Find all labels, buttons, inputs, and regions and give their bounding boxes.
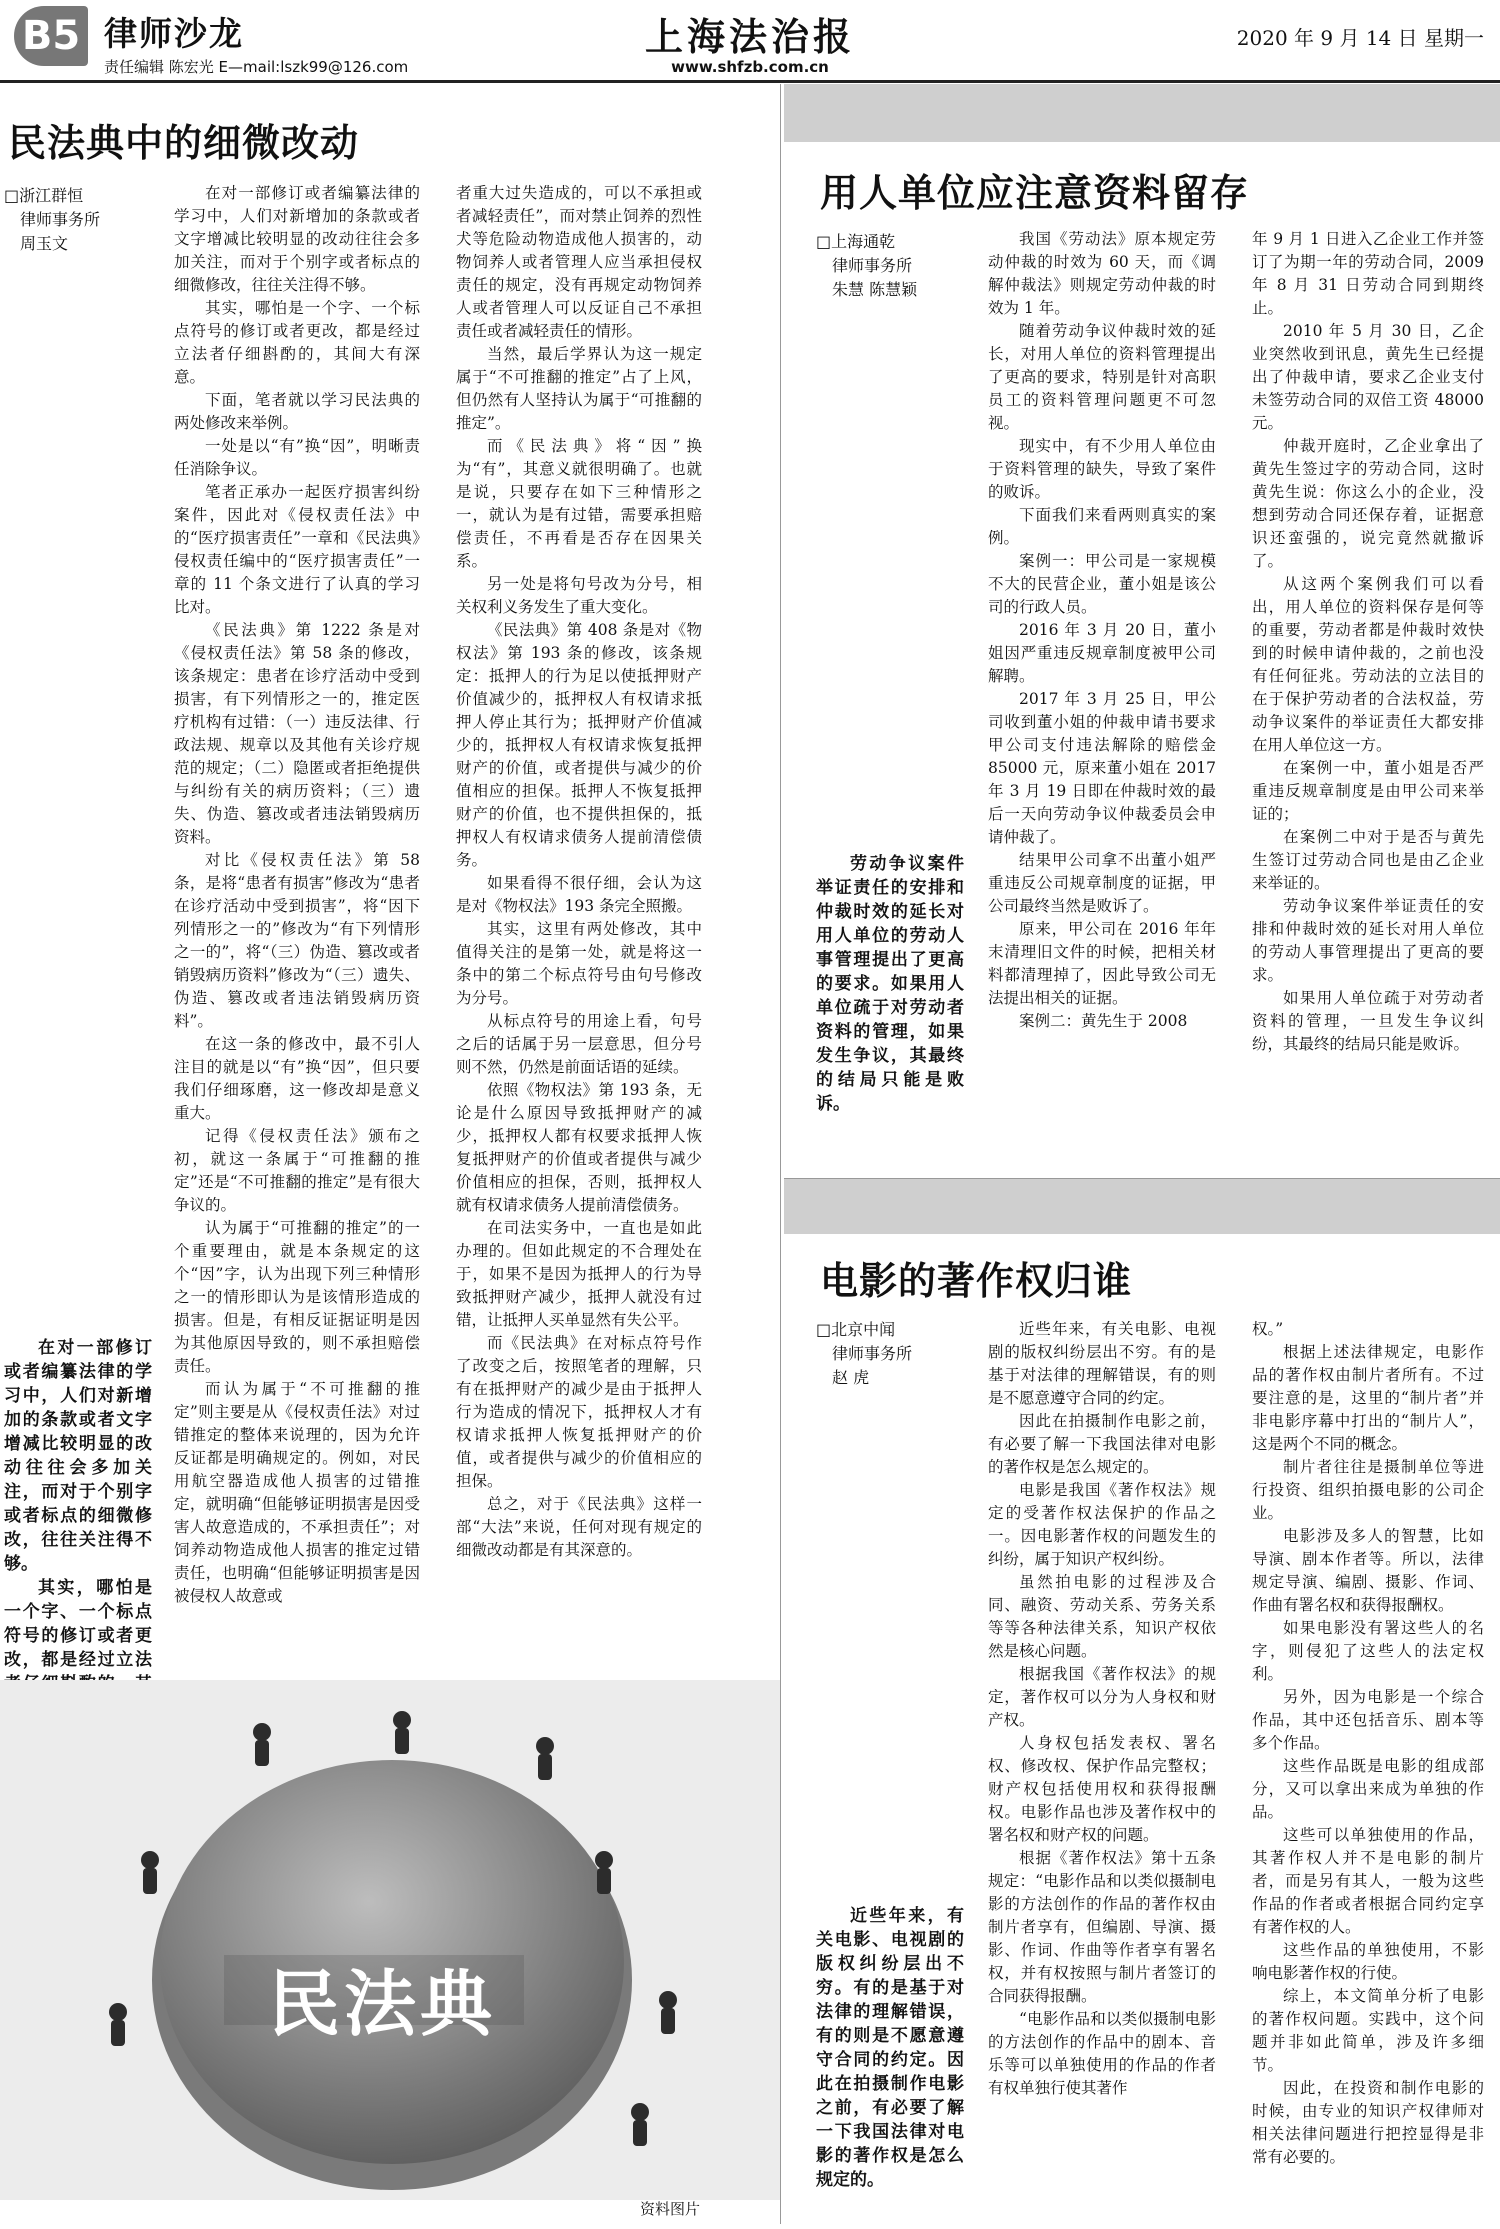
- body-paragraph: 从这两个案例我们可以看出，用人单位的资料保存是何等的重要，劳动者都是仲裁时效快到的时候申请仲裁的，之前也没有任何征兆。劳动法的立法目的在于保护劳动者的合法权益，劳动争议案件的举证责任大都安排在用人单位这一方。: [1252, 575, 1484, 754]
- article1-headline: 民法典中的细微改动: [8, 121, 360, 165]
- body-paragraph: 电影是我国《著作权法》规定的受著作权法保护的作品之一。因电影著作权的问题发生的纠纷，属于知识产权纠纷。: [988, 1481, 1216, 1568]
- body-paragraph: 记得《侵权责任法》颁布之初，就这一条属于“可推翻的推定”还是“不可推翻的推定”是有很大争议的。: [174, 1127, 420, 1214]
- section-divider: [784, 1178, 1500, 1179]
- article3-pullquote: [816, 1904, 964, 2224]
- body-paragraph: 劳动争议案件举证责任的安排和仲裁时效的延长对用人单位的劳动人事管理提出了更高的要求。: [1252, 897, 1484, 984]
- byline-line: 赵 虎: [832, 1368, 870, 1387]
- photo-caption: 资料图片: [640, 2200, 701, 2218]
- body-paragraph: 者重大过失造成的，可以不承担或者减轻责任”，而对禁止饲养的烈性犬等危险动物造成他人损害的，动物饲养人或者管理人应当承担侵权责任的规定，没有再规定动物饲养人或者管理人可以反证自己不承担责任或者减轻责任的情形。: [456, 184, 702, 340]
- photo-text: 民法典: [268, 1962, 497, 2046]
- civil-code-illustration: [0, 1680, 780, 2200]
- pullquote-paragraph: 在对一部修订或者编纂法律的学习中，人们对新增加的条款或者文字增减比较明显的改动往往会多加关注，而对于个别字或者标点的细微修改，往往关注得不够。: [4, 1338, 152, 1574]
- body-paragraph: 案例二：黄先生于 2008: [1019, 1012, 1188, 1030]
- body-paragraph: 一处是以“有”换“因”，明晰责任消除争议。: [174, 437, 420, 478]
- body-paragraph: 当然，最后学界认为这一规定属于“不可推翻的推定”占了上风，但仍然有人坚持认为属于“可推翻的推定”。: [456, 345, 702, 432]
- issue-date: 2020 年 9 月 14 日 星期一: [1236, 26, 1484, 50]
- article1-column-1: [174, 182, 420, 1678]
- civil-code-photo: [0, 1680, 780, 2200]
- body-paragraph: 根据上述法律规定，电影作品的著作权由制片者所有。不过要注意的是，这里的“制片者”并非电影序幕中打出的“制片人”，这是两个不同的概念。: [1252, 1343, 1484, 1453]
- article3-byline: [816, 1318, 976, 1390]
- article2-column-2: [1252, 228, 1484, 1140]
- article2-headline: 用人单位应注意资料留存: [820, 171, 1250, 215]
- article2-column-1: [988, 228, 1216, 1140]
- body-paragraph: 虽然拍电影的过程涉及合同、融资、劳动关系、劳务关系等等各种法律关系，知识产权依然是核心问题。: [988, 1573, 1216, 1660]
- body-paragraph: 制片者往往是摄制单位等进行投资、组织拍摄电影的公司企业。: [1252, 1458, 1484, 1522]
- body-paragraph: 年 9 月 1 日进入乙企业工作并签订了为期一年的劳动合同，2009 年 8 月 31 日劳动合同到期终止。: [1252, 230, 1484, 317]
- section-name: 律师沙龙: [104, 14, 244, 53]
- byline-line: 律师事务所: [20, 210, 101, 229]
- editor-line: 责任编辑 陈宏光 E—mail:lszk99@126.com: [104, 58, 409, 76]
- body-paragraph: 在司法实务中，一直也是如此办理的。但如此规定的不合理处在于，如果不是因为抵押人的行为导致抵押财产减少，抵押人就没有过错，让抵押人买单显然有失公平。: [456, 1219, 702, 1329]
- pullquote-paragraph: 其实，哪怕是一个字、一个标点符号的修订或者更改，都是经过立法: [4, 1578, 152, 1670]
- body-paragraph: 而《民法典》在对标点符号作了改变之后，按照笔者的理解，只有在抵押财产的减少是由于抵押人行为造成的情况下，抵押权人才有权请求抵押人恢复抵押财产的价值，或者提供与减少的价值相应的担保。: [456, 1334, 702, 1490]
- body-paragraph: 我国《劳动法》原本规定劳动仲裁的时效为 60 天，而《调解仲裁法》则规定劳动仲裁的时效为 1 年。: [988, 230, 1216, 317]
- body-paragraph: 仲裁开庭时，乙企业拿出了黄先生签过字的劳动合同，这时黄先生说：你这么小的企业，没想到劳动合同还保存着，证据意识还蛮强的，说完竟然就撤诉了。: [1252, 437, 1484, 570]
- byline-line: □上海通乾: [816, 232, 896, 251]
- body-paragraph: 认为属于“可推翻的推定”的一个重要理由，就是本条规定的这个“因”字，认为出现下列三种情形之一的情形即认为是该情形造成的损害。但是，有相反证据证明是因为其他原因导致的，则不承担赔偿责任。: [174, 1219, 420, 1375]
- paper-url: www.shfzb.com.cn: [671, 58, 829, 76]
- body-paragraph: 下面我们来看两则真实的案例。: [988, 506, 1216, 547]
- body-paragraph: 其实，这里有两处修改，其中值得关注的是第一处，就是将这一条中的第二个标点符号由句号修改为分号。: [456, 920, 702, 1007]
- byline-line: 律师事务所: [832, 1344, 913, 1363]
- byline-line: 律师事务所: [832, 256, 913, 275]
- article2-header-bar: [784, 84, 1500, 142]
- body-paragraph: 《民法典》第 408 条是对《物权法》第 193 条的修改，该条规定：抵押人的行为足以使抵押财产价值减少的，抵押权人有权请求抵押人停止其行为；抵押财产价值减少的，抵押权人有权请求恢复抵押财产的价值，或者提供与减少的价值相应的担保。抵押人不恢复抵押财产的价值，也不提供担保的，抵押权人有权请求债务人提前清偿债务。: [456, 621, 702, 869]
- body-paragraph: 因此在拍摄制作电影之前，有必要了解一下我国法律对电影的著作权是怎么规定的。: [988, 1412, 1216, 1476]
- body-paragraph: 在这一条的修改中，最不引人注目的就是以“有”换“因”，但只要我们仔细琢磨，这一修改却是意义重大。: [174, 1035, 420, 1122]
- body-paragraph: 电影涉及多人的智慧，比如导演、剧本作者等。所以，法律规定导演、编剧、摄影、作词、作曲有署名权和获得报酬权。: [1252, 1527, 1484, 1614]
- paper-name-logo: 上海法治报: [644, 14, 855, 59]
- body-paragraph: 权。”: [1252, 1320, 1284, 1338]
- body-paragraph: 2010 年 5 月 30 日，乙企业突然收到讯息，黄先生已经提出了仲裁申请，要求乙企业支付未签劳动合同的双倍工资 48000 元。: [1252, 322, 1484, 432]
- body-paragraph: 对比《侵权责任法》第 58 条，是将“患者有损害”修改为“患者在诊疗活动中受到损害”，将“因下列情形之一的”修改为“有下列情形之一的”，将“（三）伪造、篡改或者销毁病历资料”修改为“（三）遗失、伪造、篡改或者违法销毁病历资料”。: [174, 851, 420, 1030]
- body-paragraph: 在案例一中，董小姐是否严重违反规章制度是由甲公司来举证的；: [1252, 759, 1484, 823]
- article3-column-1: [988, 1318, 1216, 2224]
- pullquote-paragraph: 劳动争议案件举证责任的安排和仲裁时效的延长对用人单位的劳动人事管理提出了更高的要求。如果用人单位疏于对劳动者资料的管理，如果发生争议，其最终的结局只能是败诉。: [816, 854, 964, 1114]
- body-paragraph: 笔者正承办一起医疗损害纠纷案件，因此对《侵权责任法》中的“医疗损害责任”一章和《民法典》侵权责任编中的“医疗损害责任”一章的 11 个条文进行了认真的学习比对。: [174, 483, 420, 616]
- article3-headline: 电影的著作权归谁: [820, 1259, 1133, 1303]
- body-paragraph: 近些年来，有关电影、电视剧的版权纠纷层出不穷。有的是基于对法律的理解错误，有的则是不愿意遵守合同的约定。: [988, 1320, 1216, 1407]
- body-paragraph: 2016 年 3 月 20 日，董小姐因严重违反规章制度被甲公司解聘。: [988, 621, 1216, 685]
- body-paragraph: 结果甲公司拿不出董小姐严重违反公司规章制度的证据，甲公司最终当然是败诉了。: [988, 851, 1216, 915]
- body-paragraph: 根据我国《著作权法》的规定，著作权可以分为人身权和财产权。: [988, 1665, 1216, 1729]
- body-paragraph: 另外，因为电影是一个综合作品，其中还包括音乐、剧本等多个作品。: [1252, 1688, 1484, 1752]
- article3-header-bar: [784, 1178, 1500, 1234]
- body-paragraph: 案例一：甲公司是一家规模不大的民营企业，董小姐是该公司的行政人员。: [988, 552, 1216, 616]
- body-paragraph: 这些作品的单独使用，不影响电影著作权的行使。: [1252, 1941, 1484, 1982]
- body-paragraph: 而认为属于“不可推翻的推定”则主要是从《侵权责任法》对过错推定的整体来说理的，因为允许反证都是明确规定的。例如，对民用航空器造成他人损害的过错推定，就明确“但能够证明损害是因受害人故意造成的，不承担责任”；对饲养动物造成他人损害的推定过错责任，也明确“但能够证明损害是因被侵权人故意或: [174, 1380, 420, 1605]
- byline-line: 周玉文: [20, 234, 69, 253]
- article1-column-2: [456, 182, 702, 1678]
- masthead-rule: [0, 80, 1500, 83]
- masthead: [0, 0, 1500, 82]
- body-paragraph: 2017 年 3 月 25 日，甲公司收到董小姐的仲裁申请书要求甲公司支付违法解除的赔偿金 85000 元，原来董小姐在 2017 年 3 月 19 日即在仲裁时效的最后一天向劳动争议仲裁委员会申请仲裁了。: [988, 690, 1216, 846]
- body-paragraph: 如果电影没有署这些人的名字，则侵犯了这些人的法定权利。: [1252, 1619, 1484, 1683]
- byline-line: 朱慧 陈慧颖: [832, 280, 918, 299]
- body-paragraph: 如果用人单位疏于对劳动者资料的管理，一旦发生争议纠纷，其最终的结局只能是败诉。: [1252, 989, 1484, 1053]
- body-paragraph: 这些可以单独使用的作品，其著作权人并不是电影的制片者，而是另有其人，一般为这些作品的作者或者根据合同约定享有著作权的人。: [1252, 1826, 1484, 1936]
- body-paragraph: 在对一部修订或者编纂法律的学习中，人们对新增加的条款或者文字增减比较明显的改动往往会多加关注，而对于个别字或者标点的细微修改，往往关注得不够。: [174, 184, 420, 294]
- body-paragraph: 根据《著作权法》第十五条规定：“电影作品和以类似摄制电影的方法创作的作品的著作权由制片者享有，但编剧、导演、摄影、作词、作曲等作者享有署名权，并有权按照与制片者签订的合同获得报酬。: [988, 1849, 1216, 2005]
- body-paragraph: 这些作品既是电影的组成部分，又可以拿出来成为单独的作品。: [1252, 1757, 1484, 1821]
- body-paragraph: 下面，笔者就以学习民法典的两处修改来举例。: [174, 391, 420, 432]
- body-paragraph: 随着劳动争议仲裁时效的延长，对用人单位的资料管理提出了更高的要求，特别是针对高职员工的资料管理问题更不可忽视。: [988, 322, 1216, 432]
- body-paragraph: 其实，哪怕是一个字、一个标点符号的修订或者更改，都是经过立法者仔细斟酌的，其间大有深意。: [174, 299, 420, 386]
- body-paragraph: 而《民法典》将“因”换为“有”，其意义就很明确了。也就是说，只要存在如下三种情形之一，就认为是有过错，需要承担赔偿责任，不再看是否存在因果关系。: [456, 437, 702, 570]
- article2-byline: [816, 230, 976, 302]
- pullquote-paragraph: 近些年来，有关电影、电视剧的版权纠纷层出不穷。有的是基于对法律的理解错误，有的则是不愿意遵守合同的约定。因此在拍摄制作电影之前，有必要了解一下我国法律对电影的著作权是怎么规定的。: [816, 1906, 964, 2190]
- body-paragraph: 在案例二中对于是否与黄先生签订过劳动合同也是由乙企业来举证的。: [1252, 828, 1484, 892]
- article2-pullquote: [816, 852, 964, 1112]
- article1-pullquote: [4, 1336, 152, 1676]
- body-paragraph: 人身权包括发表权、署名权、修改权、保护作品完整权；财产权包括使用权和获得报酬权。电影作品也涉及著作权中的署名权和财产权的问题。: [988, 1734, 1216, 1844]
- body-paragraph: 依照《物权法》第 193 条，无论是什么原因导致抵押财产的减少，抵押权人都有权要求抵押人恢复抵押财产的价值或者提供与减少价值相应的担保，否则，抵押权人就有权请求债务人提前清偿债务。: [456, 1081, 702, 1214]
- body-paragraph: 原来，甲公司在 2016 年年末清理旧文件的时候，把相关材料都清理掉了，因此导致公司无法提出相关的证据。: [988, 920, 1216, 1007]
- article3-column-2: [1252, 1318, 1484, 2224]
- body-paragraph: 《民法典》第 1222 条是对《侵权责任法》第 58 条的修改，该条规定：患者在诊疗活动中受到损害，有下列情形之一的，推定医疗机构有过错：（一）违反法律、行政法规、规章以及其他有关诊疗规范的规定；（二）隐匿或者拒绝提供与纠纷有关的病历资料；（三）遗失、伪造、篡改或者违法销毁病历资料。: [174, 621, 420, 846]
- body-paragraph: 现实中，有不少用人单位由于资料管理的缺失，导致了案件的败诉。: [988, 437, 1216, 501]
- body-paragraph: 总之，对于《民法典》这样一部“大法”来说，任何对现有规定的细微改动都是有其深意的。: [456, 1495, 702, 1559]
- column-divider: [780, 84, 781, 2224]
- body-paragraph: 另一处是将句号改为分号，相关权利义务发生了重大变化。: [456, 575, 702, 616]
- byline-line: □浙江群恒: [4, 186, 84, 205]
- byline-line: □北京中闻: [816, 1320, 896, 1339]
- body-paragraph: 综上，本文简单分析了电影的著作权问题。实践中，这个问题并非如此简单，涉及许多细节。: [1252, 1987, 1484, 2074]
- body-paragraph: 因此，在投资和制作电影的时候，由专业的知识产权律师对相关法律问题进行把控显得是非常有必要的。: [1252, 2079, 1484, 2166]
- article1-byline: [4, 184, 164, 256]
- body-paragraph: 从标点符号的用途上看，句号之后的话属于另一层意思，但分号则不然，仍然是前面话语的延续。: [456, 1012, 702, 1076]
- body-paragraph: 如果看得不很仔细，会认为这是对《物权法》193 条完全照搬。: [456, 874, 702, 915]
- body-paragraph: “电影作品和以类似摄制电影的方法创作的作品中的剧本、音乐等可以单独使用的作品的作者有权单独行使其著作: [988, 2010, 1216, 2097]
- page-number-badge: B5: [14, 6, 88, 66]
